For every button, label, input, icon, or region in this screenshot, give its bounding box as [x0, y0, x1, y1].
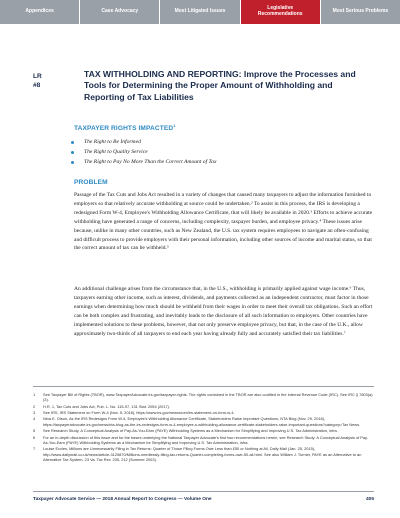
footnote-text: Nina E. Olson, As the IRS Redesigns Form W-4, Employee's Withholding Allowance Certificate, Stakeholders Raise Important Questions, NTA Blog (Nov. 29, 2018), https://taxpayeradvocate.irs.gov/news/nta-blog-as-the-irs-redesigns-form-w-4-employee-s-withholding-allowance-certificate-stakeholders-raise-important-questions?category=Tax News. [43, 416, 361, 427]
footnote-text: See IRS, IRS Statement on Form W-4 (Nov. 5, 2018), https://www.irs.gov/newsroom/irs-statement-on-form-w-4. [43, 410, 235, 416]
section-tabs [0, 0, 400, 24]
rights-heading-note: 1 [173, 123, 176, 128]
rights-list [84, 137, 216, 167]
footer-divider [33, 491, 374, 492]
list-item [84, 147, 216, 157]
right-text: The Right to Quality Service [84, 149, 148, 155]
rights-heading-text: TAXPAYER RIGHTS IMPACTED [74, 125, 174, 133]
bullet-icon [71, 141, 74, 144]
footnote-text: See Research Study, A Conceptual Analysis of Pay-As-You-Earn (PAYE) Withholding Systems as a Mechanism for Simplifying and Improving U.S. Tax Administration, infra. [43, 428, 338, 434]
problem-paragraph-1: Passage of the Tax Cuts and Jobs Act resulted in a variety of changes that caused many taxpayers to adjust the information furnished to employers so that relatively accurate withholding at source could be undertaken.² To assist in this process, the IRS is developing a redesigned Form W-4, Employee's Withholding Allowance Certificate, that will likely be available in 2020.³ Efforts to achieve accurate withholding have generated a range of concerns, including complexity, taxpayer burden, and employee privacy.⁴ These issues arise because, unlike in many other countries, such as New Zealand, the U.S. tax system requires employees to navigate an often-confusing and difficult process to provide employers with their personal information, including other sources of income and marital status, so that the correct amount of tax can be withheld.⁵ [74, 192, 373, 252]
footnote [33, 416, 374, 427]
tab-appendices[interactable]: Appendices [0, 0, 80, 24]
footnote-number: 5 [33, 428, 36, 434]
rights-heading [74, 123, 176, 132]
page-number: 405 [365, 497, 374, 502]
list-item [84, 137, 216, 147]
recommendation-id-number: #8 [33, 82, 41, 89]
right-text: The Right to Be Informed [84, 139, 141, 145]
footnote-number: 6 [33, 434, 36, 440]
footnote-text: H.R. 1, Tax Cuts and Jobs Act, Pub. L. No. 115-97, 131 Stat. 2054 (2017). [43, 403, 171, 409]
tab-legislative-recommendations[interactable]: Legislative Recommendations [241, 0, 321, 24]
footnote-divider [33, 386, 374, 387]
footnote-number: 1 [33, 392, 36, 397]
footnote-text: For an in-depth discussion of this issue and for the bases underlying the National Taxpayer Advocate's first two recommendations herein, see Research Study: A Conceptual Analysis of Pay-As-You-Earn (PAYE) Withholding Systems as a Mechanism for Simplifying and Improving U.S. Tax Administration, infra. [43, 434, 369, 445]
recommendation-id [33, 72, 73, 90]
problem-paragraph-2: An additional challenge arises from the circumstance that, in the U.S., withholding is primarily applied against wage income.⁶ Thus, taxpayers earning other income, such as interest, dividends, and payments collected as an independent contractor, must factor in those earnings when determining how much should be withheld from their wages in order to meet their overall tax obligations. Such an effort can be both complex and frustrating, and inevitably leads to the disclosure of all such information to employers. Other countries have implemented solutions to these problems, however, that not only preserve employee privacy, but that, in the case of the U.K., allow approximately two-thirds of all taxpayers to end each year having already fully and accurately satisfied their tax liabilities.⁷ [74, 286, 373, 337]
right-text: The Right to Pay No More Than the Correct Amount of Tax [84, 159, 217, 165]
footnote [33, 428, 374, 433]
footnote-number: 4 [33, 416, 36, 422]
tab-most-litigated-issues[interactable]: Most Litigated Issues [160, 0, 240, 24]
footnote [33, 410, 374, 415]
footnote [33, 392, 374, 403]
footnote-text: Louise Eccles, Millions are Unnecessarily Filing in Tax Returns: Quarter of Those Filing Forms Owe Less than £50 or Nothing at All, Daily Mail (Jan. 25, 2015), http://www.dailymail.co.uk/news/article-3125870/Millions-needlessly-filing-tax-returns-Quarter-completing-forms-owe-50-all.html. See also William J. Turnier, PAYE as an Alternative to an Alternative Tax System, 23 Va. Tax Rev. 205, 212 (Summer 2003). [43, 446, 362, 462]
list-item [84, 157, 216, 167]
footnote [33, 404, 374, 409]
footnote-number: 2 [33, 403, 36, 409]
footnote [33, 446, 374, 462]
page-footer [33, 497, 374, 502]
footnote [33, 435, 374, 446]
footnote-number: 3 [33, 410, 36, 416]
footnote-text: See Taxpayer Bill of Rights (TBOR), www.TaxpayerAdvocate.irs.gov/taxpayer-rights. The rights contained in the TBOR are also codified in the Internal Revenue Code (IRC). See IRC § 7803(a)(3). [43, 392, 373, 403]
bullet-icon [71, 151, 74, 154]
problem-heading: PROBLEM [74, 179, 108, 186]
footnote-number: 7 [33, 446, 36, 452]
bullet-icon [71, 161, 74, 164]
page-title: TAX WITHHOLDING AND REPORTING: Improve the Processes and Tools for Determining the Proper Amount of Withholding and Reporting of Tax Liabilities [84, 69, 356, 102]
footer-title: Taxpayer Advocate Service — 2018 Annual Report to Congress — Volume One [33, 497, 212, 502]
footnotes [33, 392, 374, 463]
tab-most-serious-problems[interactable]: Most Serious Problems [321, 0, 400, 24]
tab-case-advocacy[interactable]: Case Advocacy [80, 0, 160, 24]
recommendation-id-prefix: LR [33, 73, 42, 80]
